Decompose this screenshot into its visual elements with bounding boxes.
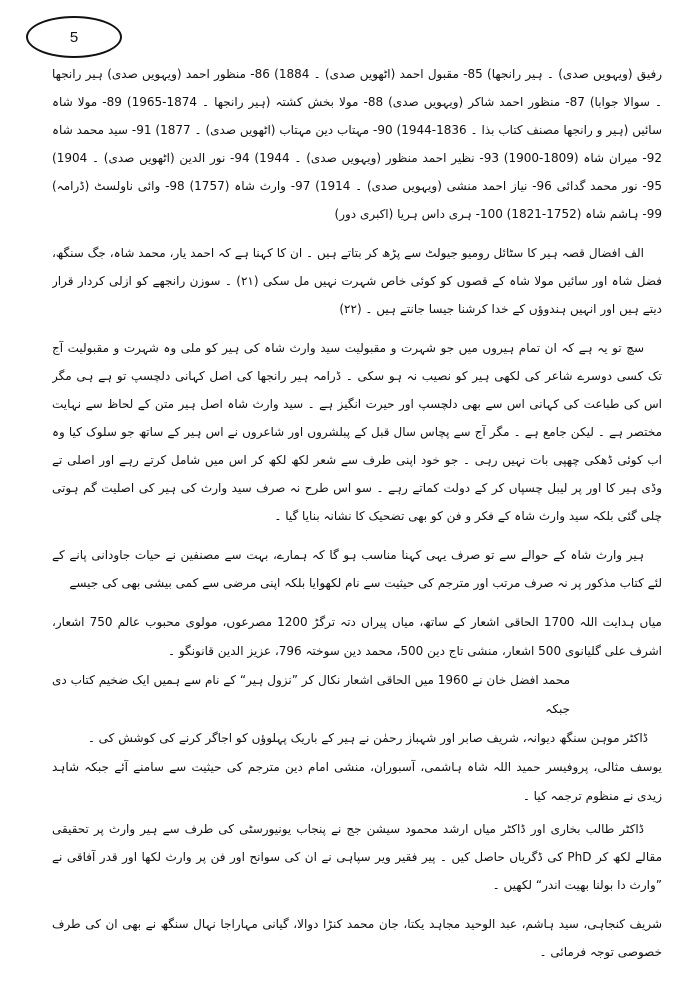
additions-list [52,608,662,811]
paragraph-phd-research: ڈاکٹر طالب بخاری اور ڈاکٹر میاں ارشد محمود سیشن جج نے پنجاب یونیورسٹی کی طرف سے ہیر وارث پر تحقیقی مقالے لکھ کر PhD کی ڈگریاں حاصل کیں ۔ پیر فقیر ویر سپاہی نے ان کی سوانح اور فن پر وارث لکھا اور قدر آفاقی نے ”وارث دا بولنا بھیت اندر“ لکھیں ۔ [52,822,662,892]
page-body [52,60,662,985]
list-item: میاں ہدایت اللہ 1700 الحاقی اشعار کے ساتھ، میاں پیراں دتہ ترگڑ 1200 مصرعوں، مولوی محبوب عالم 750 اشعار، اشرف علی گلیانوی 500 اشعار، منشی تاج دین 500، محمد دین سوختہ 796، عزیز الدین قانونگو ۔ [52,615,662,658]
paragraph-poet-list: رفیق (ویہویں صدی) ۔ ہیر رانجھا) 85- مقبول احمد (اٹھویں صدی) ۔ 1884) 86- منظور احمد (ویہویں صدی) ہیر رانجھا ۔ سوالا جوابا) 87- منظور احمد شاکر (ویہویں صدی) 88- مولا بخش کشتہ (ہیر رانجھا ۔ 1874-1965) 89- مولا شاہ سائیں (ہیر و رانجھا مصنف کتاب بذا ۔ 1836-1944) 90- مہتاب دین مہتاب (اٹھویں صدی) ۔ 1877) 91- سید محمد شاہ 92- میران شاہ (1809-1900) 93- نظیر احمد منظور (ویہویں صدی) ۔ 1944) 94- نور الدین (اٹھویں صدی) ۔ 1904) 95- نور محمد گدائی 96- نیاز احمد منشی (ویہویں صدی) ۔ 1914) 97- وارث شاہ (1757) 98- وائی ناولسٹ (ڈرامہ) 99- ہاشم شاہ (1752-1821) 100- ہری داس ہریا (اکبری دور) [52,67,662,221]
list-item: محمد افضل خان نے 1960 میں الحاقی اشعار نکال کر ”نزول ہیر“ کے نام سے ہمیں ایک ضخیم کتاب دی جبکہ [52,673,570,716]
list-item: ڈاکٹر موہن سنگھ دیوانہ، شریف صابر اور شہباز رحمٰن نے ہیر کے باریک پہلوؤں کو اجاگر کرنے کی کوشش کی ۔ [87,731,648,745]
list-item: یوسف مثالی، پروفیسر حمید اللہ شاہ ہاشمی، آسبوران، منشی امام دین مترجم کی حیثیت سے سامنے آئے جبکہ شاہد زیدی نے منظوم ترجمہ کیا ۔ [52,760,662,803]
paragraph-authors-additions: ہیر وارث شاہ کے حوالے سے تو صرف یہی کہنا مناسب ہو گا کہ ہمارے، بہت سے مصنفین نے حیات جاودانی پانے کے لئے کتاب مذکور پر نہ صرف مرتب اور مترجم کی حیثیت سے نام لکھوایا بلکہ اپنی مرضی سے کمی بیشی بھی کی جیسے [52,548,662,590]
page-number: 5 [69,28,79,46]
page-number-badge [26,16,122,58]
paragraph-waris-shah-fame: سچ تو یہ ہے کہ ان تمام ہیروں میں جو شہرت و مقبولیت سید وارث شاہ کی ہیر کو ملی وہ شہرت و مقبولیت آج تک کسی دوسرے شاعر کی لکھی ہیر کو نصیب نہ ہو سکی ۔ ڈرامہ ہیر رانجھا کی اصل کہانی دلچسپ تو ہے ہی مگر اس کی طباعت کی کہانی اس سے بھی دلچسپ اور حیرت انگیز ہے ۔ سید وارث شاہ اصل ہیر متن کے لحاظ سے نہایت مختصر ہے ۔ لیکن جامع ہے ۔ مگر آج سے پچاس سال قبل کے پبلشروں اور شاعروں نے اس ہیر کے ساتھ جو سلوک کیا وہ اب کوئی ڈھکی چھپی بات نہیں رہی ۔ جو خود اپنی طرف سے شعر لکھ لکھ کر اس میں شامل کرتے رہے اور اصلی تے وڈی ہیر کا اور پر لیبل چسپاں کر کے دولت کماتے رہے ۔ سو اس طرح نہ صرف سید وارث کی ہیر کی اصلیت گم ہوتی چلی گئی بلکہ سید وارث شاہ کے فکر و فن کو بھی تضحیک کا نشانہ بنایا گیا ۔ [52,341,662,523]
paragraph-other-scholars: شریف کنجاہی، سید ہاشم، عبد الوحید مجاہد یکتا، جان محمد کنڑا دوالا، گیانی مہاراجا نہال سنگھ نے بھی ان کی طرف خصوصی توجہ فرمائی ۔ [52,917,662,959]
paragraph-critics: الف افضال قصہ ہیر کا سٹائل رومیو جیولٹ سے پڑھ کر بتاتے ہیں ۔ ان کا کہنا ہے کہ احمد یار، محمد شاہ، جگ سنگھ، فضل شاہ اور سائیں مولا شاہ کے قصوں کو کوئی خاص شہرت نہیں مل سکی (۲۱) ۔ سوزن رانجھے کو ازلی کردار قرار دیتے ہیں اور انہیں ہندوؤں کے خدا کرشنا جیسا جانتے ہیں ۔ (۲۲) [52,246,662,316]
